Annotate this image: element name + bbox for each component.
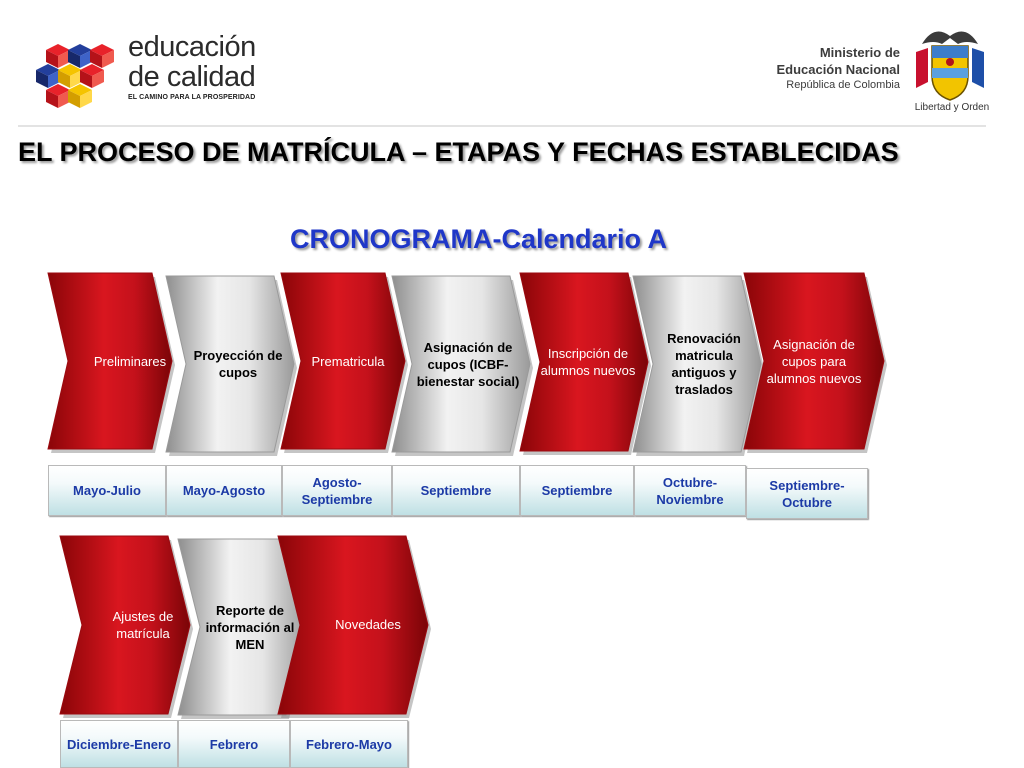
stage-date-6: Octubre-Noviembre bbox=[634, 465, 746, 516]
colored-cubes-logo-icon bbox=[36, 40, 124, 110]
stage-date-7: Septiembre-Octubre bbox=[746, 468, 868, 519]
stage2-label-1: Ajustes de matrícula bbox=[112, 609, 174, 641]
stage2-label-2: Reporte de información al MEN bbox=[205, 602, 295, 652]
ministry-name bbox=[680, 44, 900, 93]
stage-date-4: Septiembre bbox=[392, 465, 520, 516]
ministry-line2: Educación Nacional bbox=[776, 62, 900, 77]
ministry-line1: Ministerio de bbox=[819, 45, 900, 60]
stage-label-5: Inscripción de alumnos nuevos bbox=[540, 346, 636, 378]
coat-of-arms-icon bbox=[914, 22, 986, 102]
stage-date-3: Agosto-Septiembre bbox=[282, 465, 392, 516]
ministry-line3: República de Colombia bbox=[786, 79, 900, 91]
stage-label-2: Proyección de cupos bbox=[193, 348, 283, 380]
schedule-subtitle: CRONOGRAMA-Calendario A bbox=[290, 224, 668, 254]
logo-text-line2: de calidad bbox=[128, 61, 256, 93]
logo-tagline: EL CAMINO PARA LA PROSPERIDAD bbox=[128, 94, 256, 101]
stage-label-7: Asignación de cupos para alumnos nuevos bbox=[766, 336, 862, 386]
colombia-coat-of-arms bbox=[914, 22, 990, 122]
stage2-date-3: Febrero-Mayo bbox=[290, 720, 408, 768]
educacion-de-calidad-logo bbox=[36, 30, 286, 104]
stage-label-6: Renovación matricula antiguos y traslados bbox=[667, 331, 741, 397]
stage-date-5: Septiembre bbox=[520, 465, 634, 516]
page-title: EL PROCESO DE MATRÍCULA – ETAPAS Y FECHAS ESTABLECIDAS bbox=[18, 137, 899, 167]
logo-text-line1: educación bbox=[128, 31, 256, 63]
stage-label-4: Asignación de cupos (ICBF-bienestar social) bbox=[416, 339, 520, 389]
stage-date-2: Mayo-Agosto bbox=[166, 465, 282, 516]
stage2-label-3: Novedades bbox=[335, 616, 401, 632]
stage-label-1: Preliminares bbox=[93, 353, 167, 369]
stage-date-1: Mayo-Julio bbox=[48, 465, 166, 516]
stage-label-3: Prematricula bbox=[311, 353, 385, 369]
shield-motto: Libertad y Orden bbox=[914, 102, 990, 113]
header-divider bbox=[18, 125, 986, 127]
stage2-date-2: Febrero bbox=[178, 720, 290, 768]
stage2-date-1: Diciembre-Enero bbox=[60, 720, 178, 768]
